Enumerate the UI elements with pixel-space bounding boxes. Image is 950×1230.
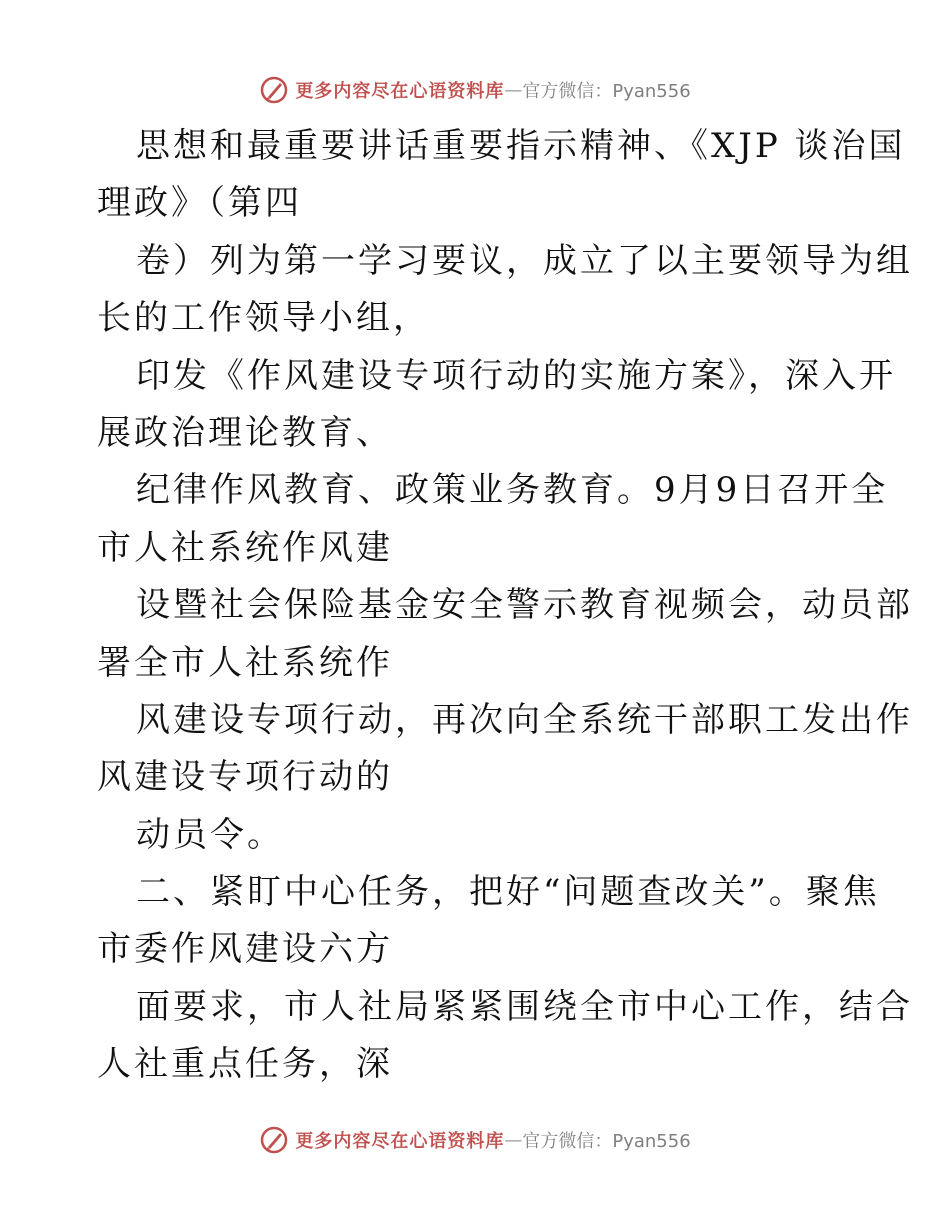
watermark-separator: — <box>504 79 523 101</box>
text-line: 市委作风建设六方 <box>97 929 393 970</box>
quill-logo-icon <box>259 75 289 105</box>
text-line: 理政》（第四 <box>97 183 302 224</box>
text-line: 署全市人社系统作 <box>97 642 393 683</box>
watermark-brand: 更多内容尽在心语资料库 <box>295 81 505 102</box>
text-line: 卷）列为第一学习要议，成立了以主要领导为组 <box>136 240 913 281</box>
text-line: 风建设专项行动，再次向全系统干部职工发出作 <box>136 699 913 740</box>
text-line: 动员令。 <box>136 814 284 855</box>
text-line: 风建设专项行动的 <box>97 757 393 798</box>
quill-logo-icon <box>259 1125 289 1155</box>
text-line: 市人社系统作风建 <box>97 527 393 568</box>
watermark-brand: 更多内容尽在心语资料库 <box>295 1131 505 1152</box>
watermark-contact: 官方微信：Pyan556 <box>522 81 691 102</box>
text-line: 人社重点任务，深 <box>97 1044 393 1085</box>
header-watermark <box>0 70 950 110</box>
text-line: 展政治理论教育、 <box>97 412 393 453</box>
text-line: 长的工作领导小组， <box>97 298 430 339</box>
text-line: 面要求，市人社局紧紧围绕全市中心工作，结合 <box>136 986 913 1027</box>
watermark-separator: — <box>504 1129 523 1151</box>
text-line: 思想和最重要讲话重要指示精神、《XJP 谈治国 <box>136 126 906 166</box>
text-line: 印发《作风建设专项行动的实施方案》，深入开 <box>136 355 896 396</box>
document-body <box>97 118 913 1094</box>
footer-watermark <box>0 1120 950 1160</box>
text-line: 纪律作风教育、政策业务教育。9月9日召开全 <box>136 470 889 511</box>
text-line: 设暨社会保险基金安全警示教育视频会，动员部 <box>136 585 913 626</box>
watermark-contact: 官方微信：Pyan556 <box>522 1131 691 1152</box>
section-heading-line: 二、紧盯中心任务，把好“问题查改关”。聚焦 <box>136 872 880 913</box>
